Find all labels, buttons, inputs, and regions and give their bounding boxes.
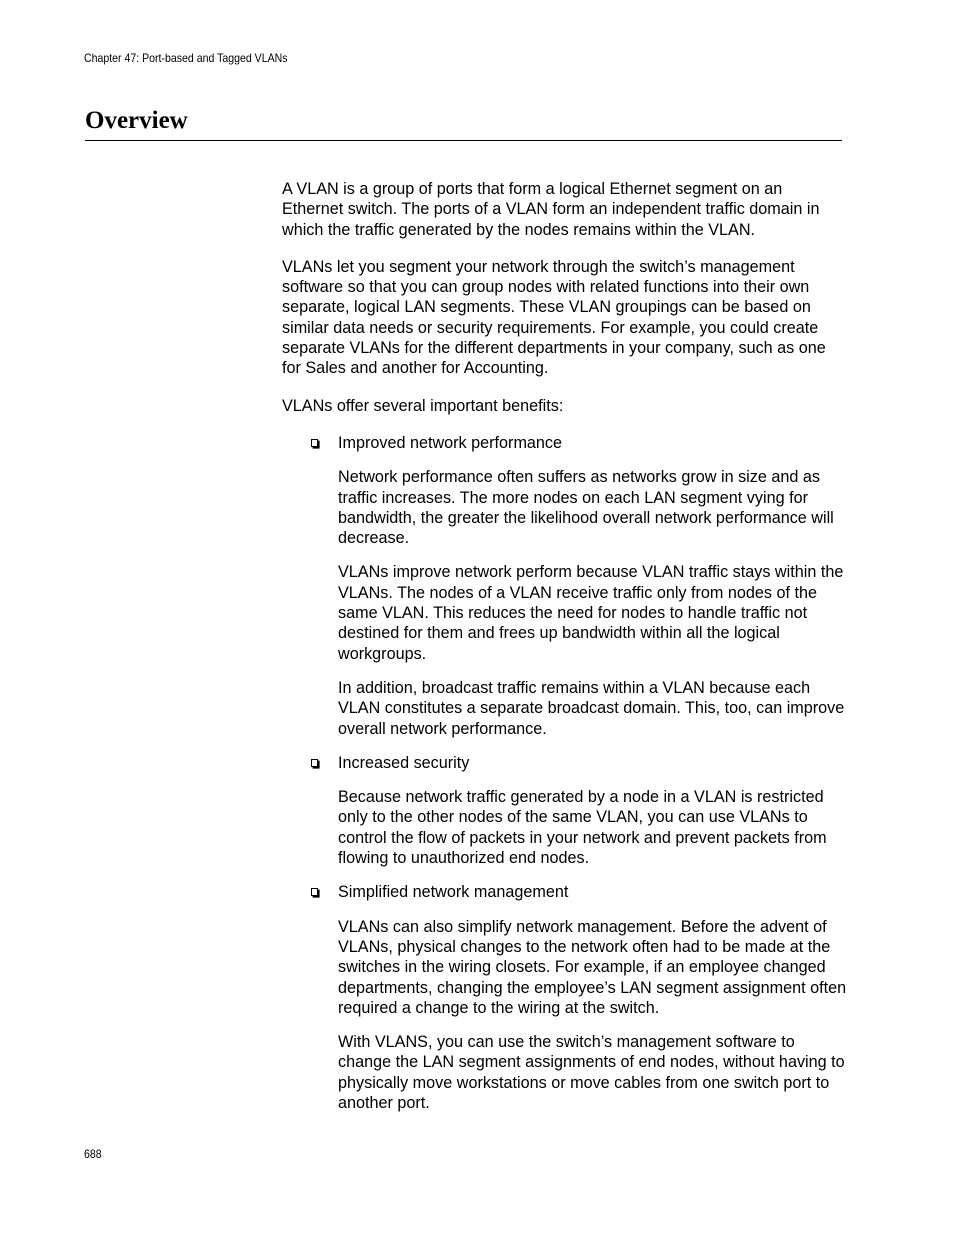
benefit-paragraph: Because network traffic generated by a node in a VLAN is restricted only to the other nodes of the same VLAN, you can use VLANs to control the flow of packets in your network and prevent packets from flowing to unauthorized end nodes.: [338, 788, 827, 868]
benefit-item-management: [282, 882, 847, 1113]
benefit-heading: Improved network performance: [338, 433, 563, 452]
benefit-paragraph: With VLANS, you can use the switch’s management software to change the LAN segment assignments of end nodes, without having to physically move workstations or move cables from one switch port to another port.: [338, 1033, 845, 1112]
benefits-list: [282, 433, 847, 1113]
square-bullet-icon: [311, 888, 318, 896]
square-bullet-icon: [311, 439, 318, 447]
benefit-heading: Simplified network management: [338, 883, 569, 902]
page-number: 688: [84, 1147, 102, 1161]
body-text: [282, 179, 847, 1127]
square-bullet-icon: [311, 759, 318, 767]
benefit-paragraph: In addition, broadcast traffic remains within a VLAN because each VLAN constitutes a separate broadcast domain. This, too, can improve overall network performance.: [338, 678, 845, 738]
benefit-item-performance: [282, 433, 847, 739]
intro-paragraph: VLANs let you segment your network through the switch’s management software so that you can group nodes with related functions into their own separate, logical LAN segments. These VLAN groupings can be based on similar data needs or security requirements. For example, you could create separate VLANs for the different departments in your company, such as one for Sales and another for Accounting.: [282, 257, 826, 378]
benefit-paragraph: VLANs improve network perform because VLAN traffic stays within the VLANs. The nodes of a VLAN receive traffic only from nodes of the same VLAN. This reduces the need for nodes to handle traffic not destined for them and frees up bandwidth within all the logical workgroups.: [338, 563, 844, 663]
running-header: Chapter 47: Port-based and Tagged VLANs: [84, 51, 288, 65]
benefit-paragraph: VLANs can also simplify network management. Before the advent of VLANs, physical changes to the network often had to be made at the switches in the wiring closets. For example, if an employee changed departments, changing the employee’s LAN segment assignment often required a change to the wiring at the switch.: [338, 917, 847, 1017]
section-title: Overview: [85, 107, 188, 134]
title-rule: [85, 140, 842, 141]
benefit-heading: Increased security: [338, 753, 470, 772]
benefit-item-security: [282, 753, 847, 868]
benefits-lead-in: VLANs offer several important benefits:: [282, 396, 564, 415]
intro-paragraph: A VLAN is a group of ports that form a logical Ethernet segment on an Ethernet switch. The ports of a VLAN form an independent traffic domain in which the traffic generated by the nodes remains within the VLAN.: [282, 180, 820, 239]
benefit-paragraph: Network performance often suffers as networks grow in size and as traffic increases. The more nodes on each LAN segment vying for bandwidth, the greater the likelihood overall network performance will decrease.: [338, 468, 834, 548]
